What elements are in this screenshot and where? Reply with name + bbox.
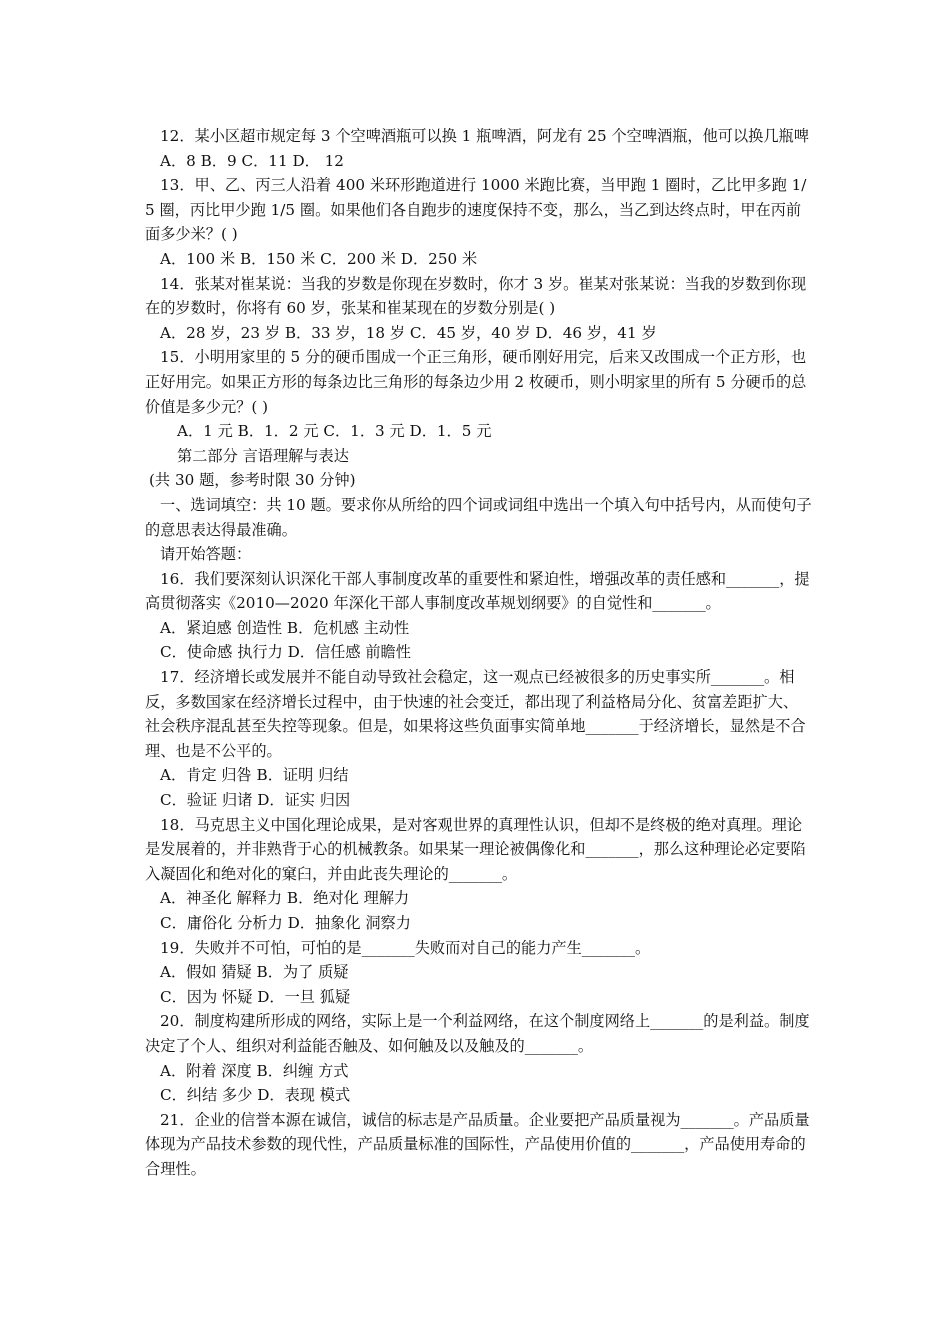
start-prompt: 请开始答题：	[160, 545, 252, 564]
question-18-options-cd: C．庸俗化 分析力 D．抽象化 洞察力	[160, 914, 411, 932]
question-19-options-cd: C．因为 怀疑 D．一旦 狐疑	[160, 987, 351, 1006]
question-17-options-ab: A．肯定 归咎 B．证明 归结	[160, 766, 349, 785]
question-13-options: A．100 米 B．150 米 C．200 米 D．250 米	[160, 249, 478, 268]
question-18: 18．马克思主义中国化理论成果，是对客观世界的真理性认识，但却不是终极的绝对真理。理论是发展着的，并非熟背于心的机械教条。如果某一理论被偶像化和_______，那么这种理论必定要陷入凝固化和绝对化的窠臼，并由此丧失理论的_______。	[145, 815, 806, 883]
document-page	[145, 124, 813, 1182]
question-16: 16．我们要深刻认识深化干部人事制度改革的重要性和紧迫性，增强改革的责任感和_______，提高贯彻落实《2010—2020 年深化干部人事制度改革规划纲要》的自觉性和_______。	[145, 569, 810, 613]
question-19-options-ab: A．假如 猜疑 B．为了 质疑	[160, 963, 349, 982]
question-12-options: A．8 B．9 C．11 D． 12	[160, 151, 344, 170]
question-20-options-ab: A．附着 深度 B．纠缠 方式	[160, 1061, 349, 1080]
question-13: 13．甲、乙、丙三人沿着 400 米环形跑道进行 1000 米跑比赛，当甲跑 1 圈时，乙比甲多跑 1/5 圈，丙比甲少跑 1/5 圈。如果他们各自跑步的速度保持不变，那么，当乙到达终点时，甲在丙前面多少米？( )	[145, 176, 807, 244]
question-16-options-cd: C．使命感 执行力 D．信任感 前瞻性	[160, 643, 411, 662]
question-15-options: A．1 元 B．1．2 元 C．1．3 元 D．1．5 元	[177, 422, 492, 441]
question-14-options: A．28 岁，23 岁 B．33 岁，18 岁 C．45 岁，40 岁 D．46 岁，41 岁	[160, 323, 657, 342]
question-14: 14．张某对崔某说：当我的岁数是你现在岁数时，你才 3 岁。崔某对张某说：当我的岁数到你现在的岁数时，你将有 60 岁，张某和崔某现在的岁数分别是( )	[145, 274, 807, 318]
question-19: 19．失败并不可怕，可怕的是_______失败而对自己的能力产生_______。	[160, 938, 651, 957]
question-15: 15．小明用家里的 5 分的硬币围成一个正三角形，硬币刚好用完，后来又改围成一个正方形，也正好用完。如果正方形的每条边比三角形的每条边少用 2 枚硬币，则小明家里的所有 5 分硬币的总价值是多少元？( )	[145, 348, 807, 416]
section-heading: 第二部分 言语理解与表达	[177, 446, 349, 465]
question-17: 17．经济增长或发展并不能自动导致社会稳定，这一观点已经被很多的历史事实所_______。相反，多数国家在经济增长过程中，由于快速的社会变迁，都出现了利益格局分化、贫富差距扩大、社会秩序混乱甚至失控等现象。但是，如果将这些负面事实简单地_______于经济增长，显然是不合理、也是不公平的。	[145, 668, 806, 760]
question-21: 21．企业的信誉本源在诚信，诚信的标志是产品质量。企业要把产品质量视为_______。产品质量体现为产品技术参数的现代性，产品质量标准的国际性，产品使用价值的_______，产品使用寿命的合理性。	[145, 1110, 810, 1178]
section-note: (共 30 题，参考时限 30 分钟)	[149, 471, 356, 490]
question-18-options-ab: A．神圣化 解释力 B．绝对化 理解力	[160, 889, 410, 908]
question-20-options-cd: C．纠结 多少 D．表现 模式	[160, 1086, 351, 1105]
part-intro: 一、选词填空：共 10 题。要求你从所给的四个词或词组中选出一个填入句中括号内，从而使句子的意思表达得最准确。	[145, 495, 812, 539]
question-20: 20．制度构建所形成的网络，实际上是一个利益网络，在这个制度网络上_______的是利益。制度决定了个人、组织对利益能否触及、如何触及以及触及的_______。	[145, 1012, 810, 1055]
question-12: 12．某小区超市规定每 3 个空啤酒瓶可以换 1 瓶啤酒，阿龙有 25 个空啤酒瓶，他可以换几瓶啤	[160, 127, 809, 145]
question-17-options-cd: C．验证 归诸 D．证实 归因	[160, 791, 351, 810]
question-16-options-ab: A．紧迫感 创造性 B．危机感 主动性	[160, 618, 410, 637]
